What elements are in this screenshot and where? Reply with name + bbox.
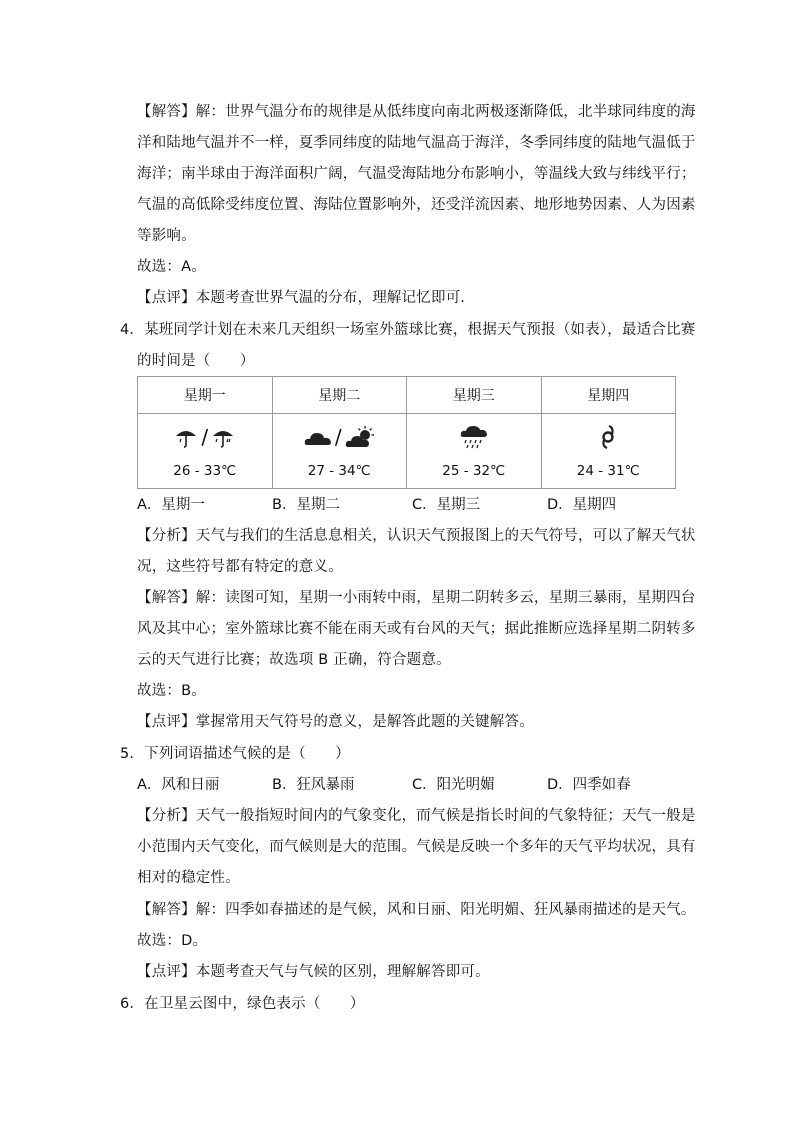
option-a[interactable]: A．星期一 [137,497,205,513]
temperature-range: 26 - 33℃ [173,463,237,479]
answer-line: 【解答】解：四季如春描述的是气候，风和日丽、阳光明媚、狂风暴雨描述的是天气。 [137,902,696,918]
temperature-range: 25 - 32℃ [442,463,506,479]
answer-line: 气温的高低除受纬度位置、海陆位置影响外，还受洋流因素、地形地势因素、人为因素 [137,197,696,213]
answer-line: 风及其中心；室外篮球比赛不能在雨天或有台风的天气；据此推断应选择星期二阴转多 [137,621,696,637]
answer-line: 等影响。 [137,228,196,244]
choice-line: 故选：D。 [137,933,208,949]
partly-cloudy-icon [345,426,375,448]
answer-line: 海洋；南半球由于海洋面积广阔，气温受海陆地分布影响小，等温线大致与纬线平行； [137,166,696,182]
answer-line: 洋和陆地气温并不一样，夏季同纬度的陆地气温高于海洋，冬季同纬度的陆地气温低于 [137,135,696,151]
table-header-cell: 星期四 [541,377,676,414]
option-d[interactable]: D．星期四 [547,497,617,513]
option-d[interactable]: D．四季如春 [547,777,631,793]
moderate-rain-icon [211,426,235,448]
overcast-icon [304,427,332,447]
typhoon-icon [599,425,617,449]
option-b[interactable]: B．狂风暴雨 [272,777,355,793]
temperature-range: 27 - 34℃ [307,463,371,479]
slash-separator: / [201,425,209,449]
light-rain-icon [174,426,198,448]
analysis-line: 况，这些符号都有特定的意义。 [137,559,343,575]
analysis-line: 小范围内天气变化，而气候则是大的范围。气候是反映一个多年的天气平均状况，具有 [137,839,696,855]
comment-line: 【点评】掌握常用天气符号的意义，是解答此题的关键解答。 [137,714,534,730]
answer-line: 【解答】解：世界气温分布的规律是从低纬度向南北两极逐渐降低，北半球同纬度的海 [137,104,696,120]
analysis-line: 【分析】天气一般指短时间内的气象变化，而气候是指长时间的气象特征；天气一般是 [137,808,696,824]
question-4-stem-cont: 的时间是（ ） [137,353,255,369]
table-cell [541,414,676,489]
table-header-cell: 星期一 [138,377,273,414]
answer-line: 云的天气进行比赛；故选项 B 正确，符合题意。 [137,652,451,668]
table-cell [407,414,542,489]
option-b[interactable]: B．星期二 [272,497,340,513]
option-c[interactable]: C．阳光明媚 [412,777,495,793]
comment-line: 【点评】本题考查天气与气候的区别，理解解答即可。 [137,964,490,980]
analysis-line: 【分析】天气与我们的生活息息相关，认识天气预报图上的天气符号，可以了解天气状 [137,528,696,544]
option-c[interactable]: C．星期三 [412,497,481,513]
slash-separator: / [334,425,342,449]
temperature-range: 24 - 31℃ [576,463,640,479]
choice-line: 故选：A。 [137,259,206,275]
option-a[interactable]: A．风和日丽 [137,777,220,793]
question-6-stem: 6．在卫星云图中，绿色表示（ ） [120,996,365,1012]
table-cell [272,414,407,489]
table-header-cell: 星期三 [407,377,542,414]
analysis-line: 相对的稳定性。 [137,870,240,886]
answer-line: 【解答】解：读图可知，星期一小雨转中雨，星期二阴转多云，星期三暴雨，星期四台 [137,590,696,606]
choice-line: 故选：B。 [137,683,206,699]
weather-forecast-table [137,376,676,489]
question-4-stem: 4．某班同学计划在未来几天组织一场室外篮球比赛，根据天气预报（如表），最适合比赛 [120,322,696,338]
table-header-cell: 星期二 [272,377,407,414]
heavy-rain-icon [460,425,488,449]
table-cell [138,414,273,489]
comment-line: 【点评】本题考查世界气温的分布，理解记忆即可． [137,290,476,306]
question-5-stem: 5．下列词语描述气候的是（ ） [120,746,350,762]
